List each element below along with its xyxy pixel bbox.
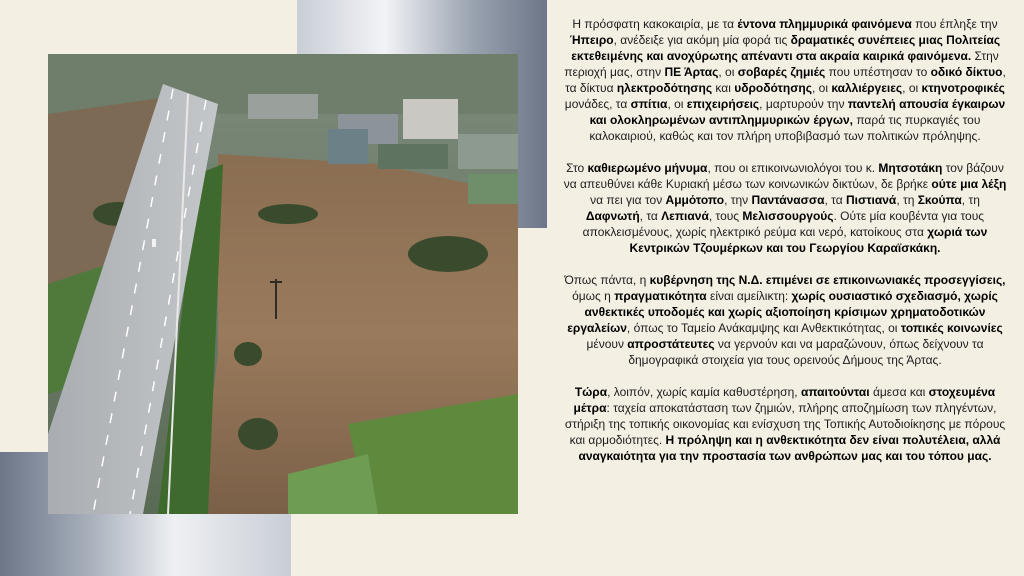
bold-text-run: Λεπιανά bbox=[661, 209, 709, 223]
text-run: μονάδες, τα bbox=[564, 97, 631, 111]
text-run: , τη bbox=[896, 193, 918, 207]
bold-text-run: κτηνοτροφικές bbox=[921, 81, 1005, 95]
paragraph-2 bbox=[562, 160, 1008, 256]
text-run: , οι bbox=[718, 65, 738, 79]
text-run: μένουν bbox=[586, 337, 628, 351]
bold-text-run: Ήπειρο bbox=[569, 33, 614, 47]
bold-text-run: Μητσοτάκη bbox=[878, 161, 943, 175]
bold-text-run: καθιερωμένο μήνυμα bbox=[587, 161, 708, 175]
bold-text-run: κυβέρνηση της Ν.Δ. επιμένει σε επικοινωνιακές προσεγγίσεις, bbox=[649, 273, 1006, 287]
bold-text-run: Σκούπα bbox=[917, 193, 962, 207]
bold-text-run: απροστάτευτες bbox=[627, 337, 715, 351]
bold-text-run: στοχευμένα μέτρα bbox=[573, 385, 996, 415]
text-run: Στην περιοχή μας, στην bbox=[564, 49, 999, 79]
text-run: , τη bbox=[961, 193, 980, 207]
paragraph-4 bbox=[562, 384, 1008, 464]
text-run: Όπως πάντα, η bbox=[564, 273, 650, 287]
bold-text-run: Μελισσουργούς bbox=[742, 209, 834, 223]
bold-text-run: δραματικές συνέπειες μιας Πολιτείας εκτεθειμένης και ανοχύρωτης απέναντι στα ακραία καιρικά φαινόμενα. bbox=[571, 33, 1001, 63]
bold-text-run: ούτε μια λέξη bbox=[931, 177, 1007, 191]
text-run: . Ούτε μία κουβέντα για τους αποκλεισμένους, χωρίς ηλεκτρικό ρεύμα και νερό, κατοίκους στα bbox=[582, 209, 985, 239]
text-run: , την bbox=[724, 193, 752, 207]
text-run: που έπληξε την bbox=[911, 17, 998, 31]
paragraph-1 bbox=[562, 16, 1008, 144]
text-run: , λοιπόν, χωρίς καμία καθυστέρηση, bbox=[607, 385, 801, 399]
text-run: να γερνούν και να μαραζώνουν, όπως δείχνουν τα δημογραφικά στοιχεία για τους ορεινούς Δήμους της Άρτας. bbox=[628, 337, 984, 367]
paragraph-3 bbox=[562, 272, 1008, 368]
text-run: που υπέστησαν το bbox=[825, 65, 931, 79]
text-run: , μαρτυρούν την bbox=[759, 97, 848, 111]
bold-text-run: παντελή απουσία έγκαιρων και ολοκληρωμένων αντιπλημμυρικών έργων, bbox=[589, 97, 1006, 127]
bold-text-run: χωριά των Κεντρικών Τζουμέρκων και του Γεωργίου Καραϊσκάκη. bbox=[629, 225, 988, 255]
text-run: , τους bbox=[708, 209, 743, 223]
bold-text-run: Τώρα bbox=[574, 385, 608, 399]
text-run: , όπως το Ταμείο Ανάκαμψης και Ανθεκτικότητας, οι bbox=[626, 321, 901, 335]
text-run: είναι αμείλικτη: bbox=[706, 289, 792, 303]
bold-text-run: ηλεκτροδότησης bbox=[616, 81, 713, 95]
text-run: , οι bbox=[811, 81, 832, 95]
text-run: , τα bbox=[639, 209, 662, 223]
text-run: , τα δίκτυα bbox=[565, 65, 1006, 95]
bold-text-run: Αμμότοπο bbox=[665, 193, 725, 207]
text-run: , που οι επικοινωνιολόγοι του κ. bbox=[707, 161, 879, 175]
text-run: παρά τις πυρκαγιές του καλοκαιριού, καθώς και τον πλήρη υποβιβασμό των πολιτικών πρόληψης. bbox=[589, 113, 981, 143]
text-run: Η πρόσφατη κακοκαιρία, με τα bbox=[572, 17, 738, 31]
text-run: , ανέδειξε για ακόμη μία φορά τις bbox=[613, 33, 791, 47]
text-run: και bbox=[712, 81, 735, 95]
text-run: , τα bbox=[824, 193, 846, 207]
bold-text-run: καλλιέργειες bbox=[831, 81, 903, 95]
bold-text-run: οδικό δίκτυο bbox=[930, 65, 1003, 79]
text-run: Στο bbox=[566, 161, 588, 175]
flood-aerial-photo bbox=[48, 54, 518, 514]
bold-text-run: υδροδότησης bbox=[734, 81, 812, 95]
bold-text-run: πραγματικότητα bbox=[614, 289, 707, 303]
text-run: , οι bbox=[902, 81, 922, 95]
bold-text-run: σοβαρές ζημιές bbox=[737, 65, 826, 79]
bold-text-run: επιχειρήσεις bbox=[686, 97, 760, 111]
text-run: , οι bbox=[667, 97, 687, 111]
bold-text-run: τοπικές κοινωνίες bbox=[900, 321, 1003, 335]
bold-text-run: έντονα πλημμυρικά φαινόμενα bbox=[737, 17, 912, 31]
bold-text-run: Πιστιανά bbox=[845, 193, 897, 207]
bold-text-run: ΠΕ Άρτας bbox=[664, 65, 719, 79]
bold-text-run: Η πρόληψη και η ανθεκτικότητα δεν είναι πολυτέλεια, αλλά αναγκαιότητα για την προστασία των ανθρώπων μας και του τόπου μας. bbox=[578, 433, 1001, 463]
bold-text-run: Παντάνασσα bbox=[751, 193, 825, 207]
bold-text-run: απαιτούνται bbox=[800, 385, 870, 399]
text-run: όμως η bbox=[572, 289, 615, 303]
bold-text-run: σπίτια bbox=[630, 97, 668, 111]
text-run: : ταχεία αποκατάσταση των ζημιών, πλήρης αποζημίωση των πληγέντων, στήριξη της τοπικής οικονομίας και ενίσχυση της Τοπικής Αυτοδιοίκησης με πόρους και αρμοδιότητες. bbox=[564, 401, 1006, 447]
text-run: άμεσα και bbox=[869, 385, 929, 399]
bold-text-run: Δαφνωτή bbox=[585, 209, 640, 223]
text-run: να πει για τον bbox=[590, 193, 666, 207]
text-run: τον βάζουν να απευθύνει κάθε Κυριακή μέσω των κοινωνικών δικτύων, δε βρήκε bbox=[563, 161, 1004, 191]
bold-text-run: χωρίς ουσιαστικό σχεδιασμό, χωρίς ανθεκτικές υποδομές και χωρίς αξιοποίηση κρίσιμων χρηματοδοτικών εργαλείων bbox=[567, 289, 998, 335]
statement-text bbox=[562, 16, 1008, 480]
